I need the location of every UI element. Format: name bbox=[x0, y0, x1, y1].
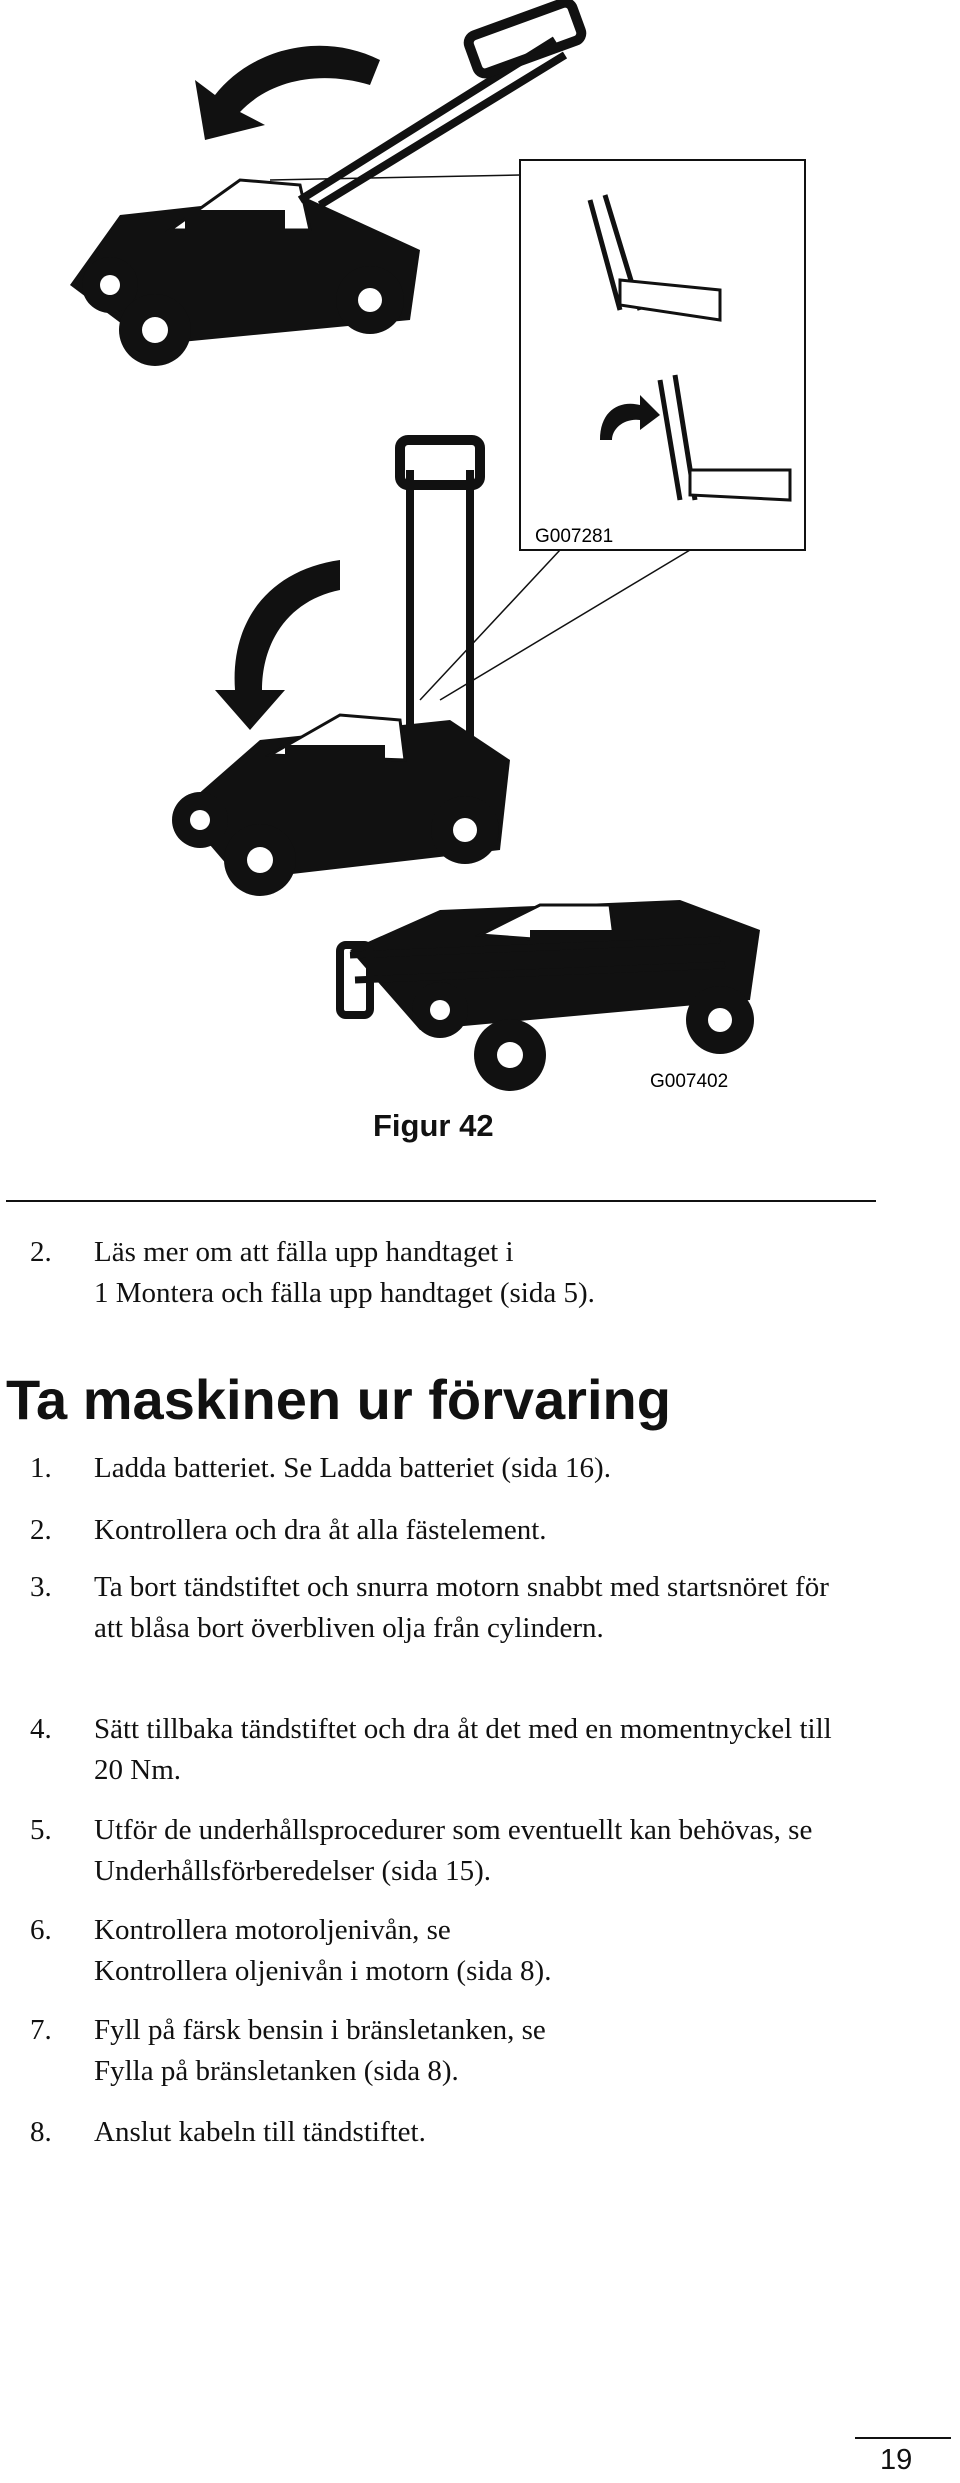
step-text: Fyll på färsk bensin i bränsletanken, se Fylla på bränsletanken (sida 8). bbox=[94, 2014, 546, 2087]
curved-arrow-icon bbox=[195, 46, 380, 140]
step-number: 2. bbox=[30, 1236, 52, 1268]
page-number: 19 bbox=[880, 2444, 913, 2476]
step-text: Ladda batteriet. Se Ladda batteriet (sida 16). bbox=[94, 1452, 611, 1484]
list-item bbox=[30, 2010, 850, 2092]
step-text: Sätt tillbaka tändstiftet och dra åt det med en momentnyckel till 20 Nm. bbox=[94, 1713, 832, 1786]
mower-illustration-bottom bbox=[340, 900, 760, 1092]
step-number: 8. bbox=[30, 2116, 52, 2148]
step-text: Läs mer om att fälla upp handtaget i 1 Montera och fälla upp handtaget (sida 5). bbox=[94, 1236, 595, 1309]
step-number: 5. bbox=[30, 1814, 52, 1846]
figure-code-top: G007281 bbox=[535, 526, 614, 547]
step-number: 7. bbox=[30, 2014, 52, 2046]
list-item bbox=[30, 2112, 850, 2153]
step-number: 1. bbox=[30, 1452, 52, 1484]
list-item bbox=[30, 1232, 850, 1314]
figure-42-illustration bbox=[0, 0, 960, 1120]
list-item bbox=[30, 1910, 850, 1992]
divider bbox=[6, 1200, 876, 1202]
mower-illustration-top bbox=[70, 0, 584, 366]
footer-divider bbox=[855, 2437, 951, 2439]
mower-illustration-middle bbox=[172, 440, 510, 896]
step-number: 4. bbox=[30, 1713, 52, 1745]
step-number: 2. bbox=[30, 1514, 52, 1546]
step-text: Anslut kabeln till tändstiftet. bbox=[94, 2116, 426, 2148]
figure-code-bottom: G007402 bbox=[650, 1071, 729, 1092]
step-text: Utför de underhållsprocedurer som eventuellt kan behövas, se Underhållsförberedelser (sida 15). bbox=[94, 1814, 813, 1887]
step-text: Kontrollera och dra åt alla fästelement. bbox=[94, 1514, 547, 1546]
step-number: 3. bbox=[30, 1571, 52, 1603]
list-item bbox=[30, 1567, 850, 1649]
list-item bbox=[30, 1448, 850, 1489]
step-text: Ta bort tändstiftet och snurra motorn snabbt med startsnöret för att blåsa bort överbliven olja från cylindern. bbox=[94, 1571, 829, 1644]
list-item bbox=[30, 1810, 850, 1892]
step-number: 6. bbox=[30, 1914, 52, 1946]
list-item bbox=[30, 1510, 850, 1551]
curved-arrow-icon bbox=[215, 560, 340, 730]
section-heading: Ta maskinen ur förvaring bbox=[6, 1368, 671, 1431]
figure-caption: Figur 42 bbox=[373, 1108, 494, 1143]
list-item bbox=[30, 1709, 850, 1791]
step-text: Kontrollera motoroljenivån, se Kontrollera oljenivån i motorn (sida 8). bbox=[94, 1914, 552, 1987]
